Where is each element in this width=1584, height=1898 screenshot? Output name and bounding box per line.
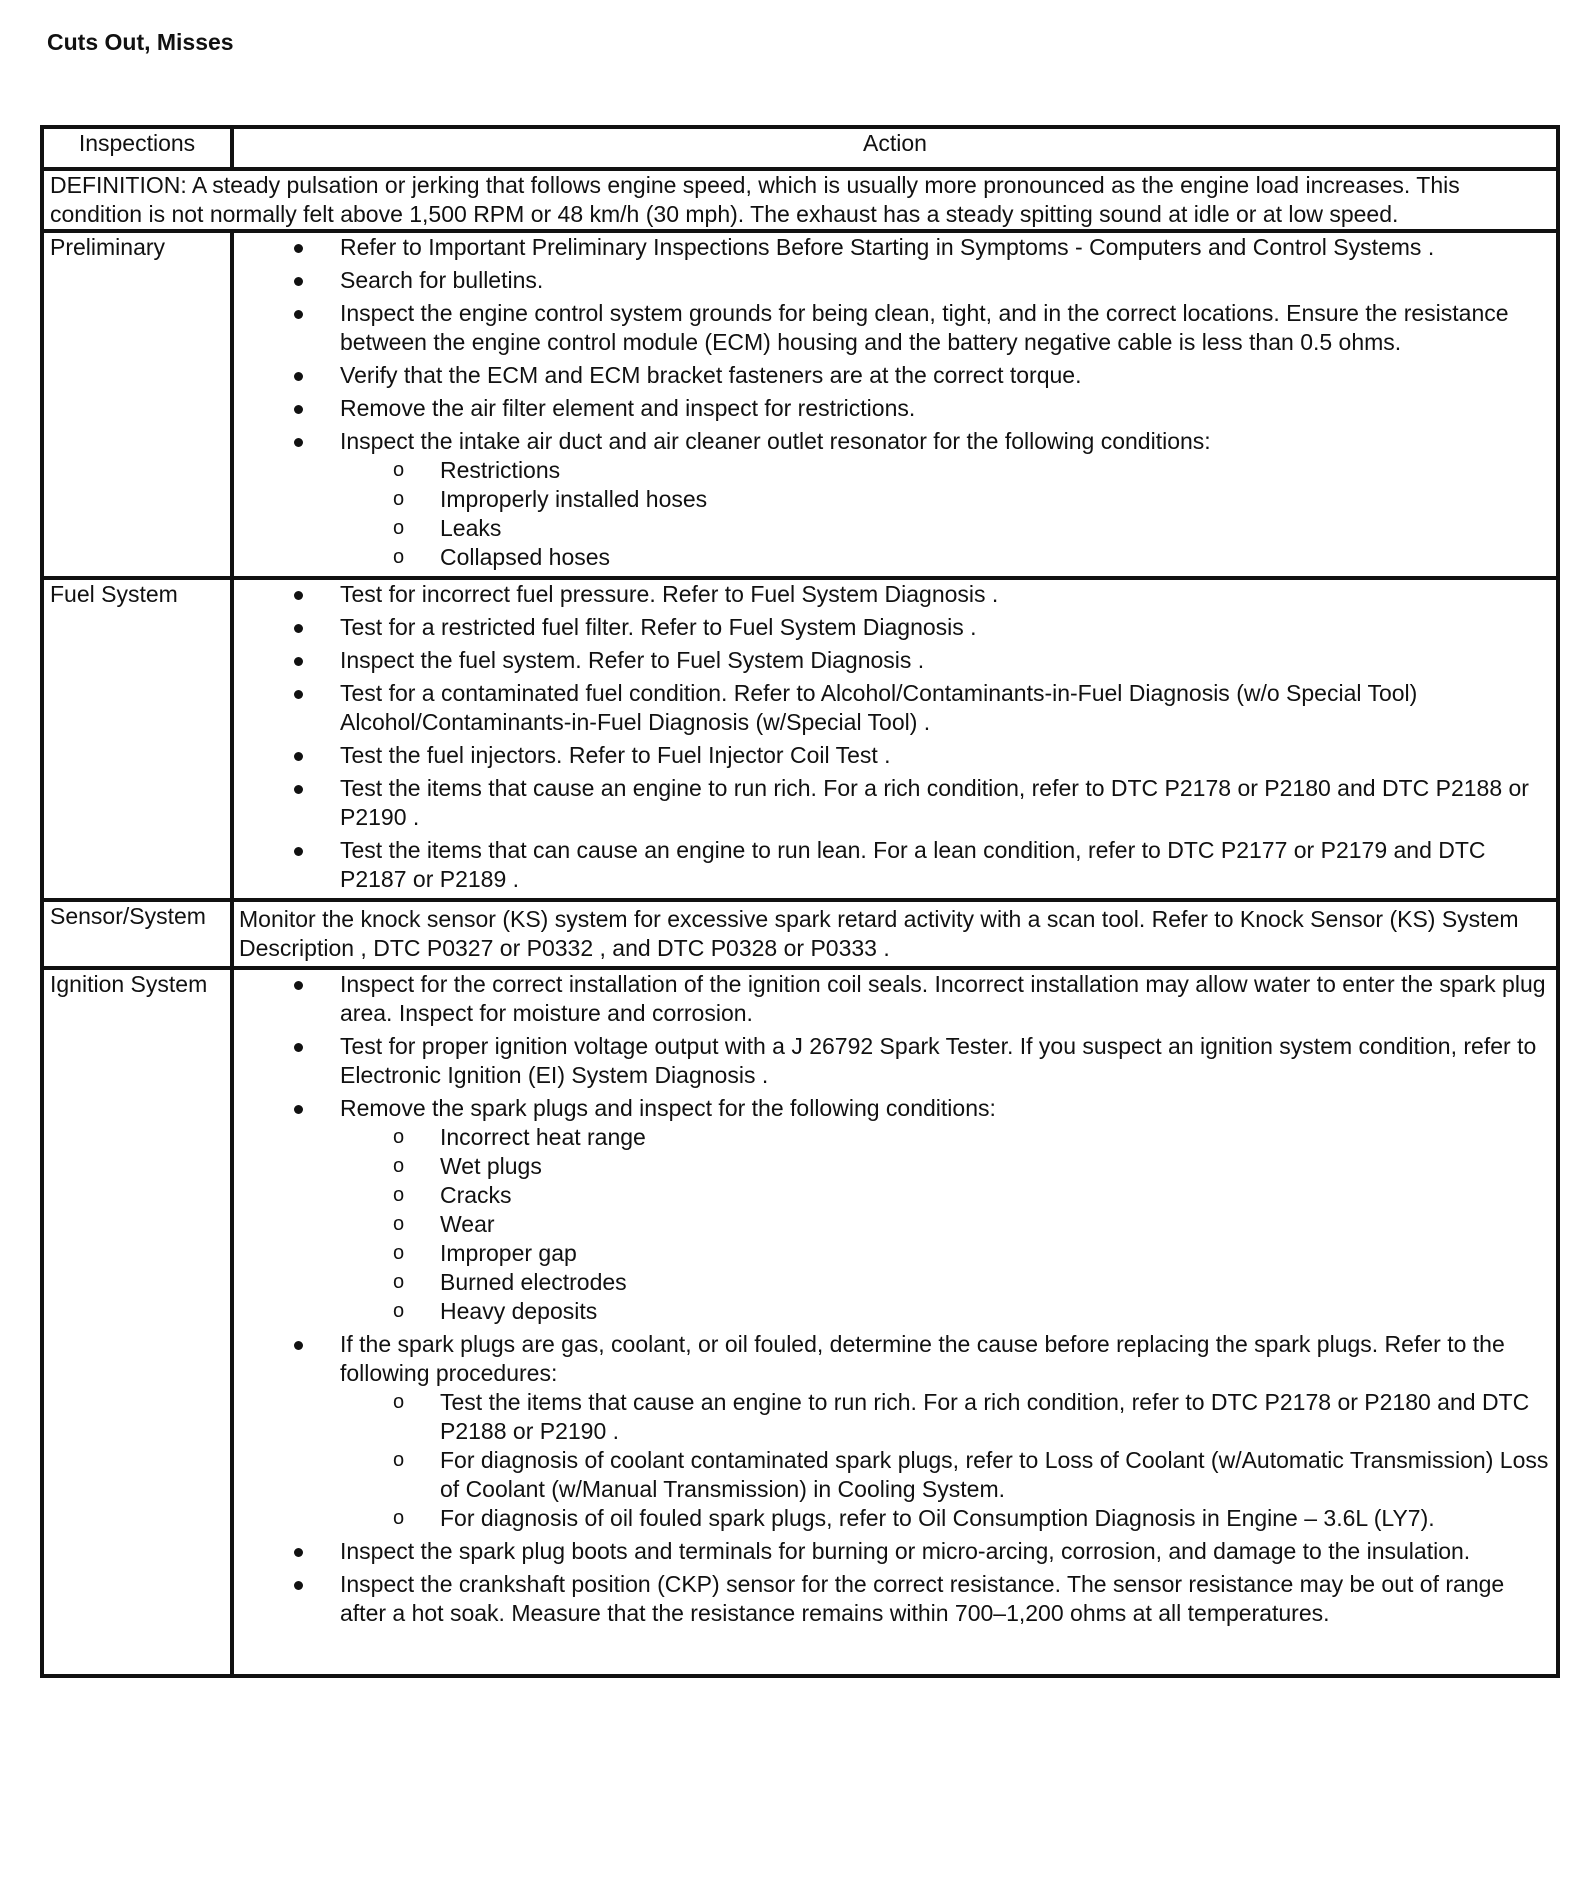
header-inspections: Inspections — [42, 127, 232, 169]
list-item-text: If the spark plugs are gas, coolant, or oil fouled, determine the cause before replacing the spark plugs. Refer to the following procedures: — [340, 1331, 1505, 1386]
sub-list-item: o Test the items that cause an engine to run rich. For a rich condition, refer to DTC P2178 or P2180 and DTC P2188 or P2190 . — [340, 1388, 1550, 1446]
page-title: Cuts Out, Misses — [47, 29, 234, 55]
list-item-text: Test for a contaminated fuel condition. Refer to Alcohol/Contaminants-in-Fuel Diagnosis (w/o Special Tool) Alcohol/Contaminants-in-Fuel Diagnosis (w/Special Tool) . — [340, 680, 1418, 735]
sub-list-item: o Improper gap — [340, 1239, 1550, 1268]
list-item — [240, 741, 1550, 770]
sub-list-item: o Improperly installed hoses — [340, 485, 1550, 514]
action-fuel-system — [232, 578, 1558, 900]
definition-text: DEFINITION: A steady pulsation or jerking that follows engine speed, which is usually more pronounced as the engine load increases. This condition is not normally felt above 1,500 RPM or 48 km/h (30 mph). The exhaust has a steady spitting sound at idle or at low speed. — [42, 169, 1558, 231]
diagnosis-table — [40, 125, 1560, 1678]
bullet-list — [240, 233, 1550, 572]
sub-list-item: o Wet plugs — [340, 1152, 1550, 1181]
list-item-text: Test for incorrect fuel pressure. Refer to Fuel System Diagnosis . — [340, 581, 999, 607]
list-item — [240, 1330, 1550, 1533]
sub-list-item: o For diagnosis of oil fouled spark plugs, refer to Oil Consumption Diagnosis in Engine – 3.6L (LY7). — [340, 1504, 1550, 1533]
sub-list — [340, 1123, 1550, 1326]
row-ignition-system — [42, 968, 1558, 1676]
sub-list-item: o Incorrect heat range — [340, 1123, 1550, 1152]
list-item-text: Refer to Important Preliminary Inspections Before Starting in Symptoms - Computers and Control Systems . — [340, 234, 1435, 260]
sub-list-item: o Heavy deposits — [340, 1297, 1550, 1326]
sub-list — [340, 456, 1550, 572]
list-item-text: Search for bulletins. — [340, 267, 544, 293]
sub-list-item: o Cracks — [340, 1181, 1550, 1210]
list-item — [240, 1094, 1550, 1326]
list-item — [240, 970, 1550, 1028]
sub-list-item: o Burned electrodes — [340, 1268, 1550, 1297]
list-item — [240, 613, 1550, 642]
header-row — [42, 127, 1558, 169]
list-item-text: Test for proper ignition voltage output with a J 26792 Spark Tester. If you suspect an ignition system condition, refer to Electronic Ignition (EI) System Diagnosis . — [340, 1033, 1537, 1088]
action-sensor-system: Monitor the knock sensor (KS) system for excessive spark retard activity with a scan tool. Refer to Knock Sensor (KS) System Description , DTC P0327 or P0332 , and DTC P0328 or P0333 . — [232, 900, 1558, 968]
sub-list-item: o Leaks — [340, 514, 1550, 543]
sub-list-item: o Collapsed hoses — [340, 543, 1550, 572]
category-ignition-system: Ignition System — [42, 968, 232, 1676]
list-item-text: Verify that the ECM and ECM bracket fasteners are at the correct torque. — [340, 362, 1082, 388]
list-item — [240, 646, 1550, 675]
row-sensor-system — [42, 900, 1558, 968]
list-item — [240, 1570, 1550, 1628]
list-item — [240, 361, 1550, 390]
list-item — [240, 580, 1550, 609]
list-item-text: Test the items that can cause an engine to run lean. For a lean condition, refer to DTC P2177 or P2179 and DTC P2187 or P2189 . — [340, 837, 1486, 892]
definition-row — [42, 169, 1558, 231]
list-item — [240, 774, 1550, 832]
list-item-text: Test the fuel injectors. Refer to Fuel Injector Coil Test . — [340, 742, 891, 768]
list-item-text: Inspect the spark plug boots and terminals for burning or micro-arcing, corrosion, and damage to the insulation. — [340, 1538, 1471, 1564]
list-item — [240, 394, 1550, 423]
list-item-text: Remove the air filter element and inspect for restrictions. — [340, 395, 916, 421]
list-item — [240, 1032, 1550, 1090]
list-item-text: Test the items that cause an engine to run rich. For a rich condition, refer to DTC P2178 or P2180 and DTC P2188 or P2190 . — [340, 775, 1529, 830]
action-ignition-system — [232, 968, 1558, 1676]
list-item-text: Inspect the intake air duct and air cleaner outlet resonator for the following conditions: — [340, 428, 1211, 454]
row-fuel-system — [42, 578, 1558, 900]
list-item — [240, 1537, 1550, 1566]
list-item — [240, 299, 1550, 357]
list-item — [240, 836, 1550, 894]
bullet-list — [240, 970, 1550, 1628]
list-item — [240, 266, 1550, 295]
list-item-text: Remove the spark plugs and inspect for the following conditions: — [340, 1095, 996, 1121]
sub-list-item: o For diagnosis of coolant contaminated spark plugs, refer to Loss of Coolant (w/Automatic Transmission) Loss of Coolant (w/Manual Transmission) in Cooling System. — [340, 1446, 1550, 1504]
header-action: Action — [232, 127, 1558, 169]
category-preliminary: Preliminary — [42, 231, 232, 578]
list-item — [240, 233, 1550, 262]
list-item — [240, 427, 1550, 572]
list-item-text: Inspect the crankshaft position (CKP) sensor for the correct resistance. The sensor resistance may be out of range after a hot soak. Measure that the resistance remains within 700–1,200 ohms at all temperatures. — [340, 1571, 1505, 1626]
list-item-text: Inspect the engine control system grounds for being clean, tight, and in the correct locations. Ensure the resistance between the engine control module (ECM) housing and the battery negative cable is less than 0.5 ohms. — [340, 300, 1509, 355]
category-fuel-system: Fuel System — [42, 578, 232, 900]
row-preliminary — [42, 231, 1558, 578]
category-sensor-system: Sensor/System — [42, 900, 232, 968]
sub-list — [340, 1388, 1550, 1533]
list-item-text: Test for a restricted fuel filter. Refer to Fuel System Diagnosis . — [340, 614, 977, 640]
list-item-text: Inspect for the correct installation of the ignition coil seals. Incorrect installation may allow water to enter the spark plug area. Inspect for moisture and corrosion. — [340, 971, 1546, 1026]
bullet-list — [240, 580, 1550, 894]
sub-list-item: o Restrictions — [340, 456, 1550, 485]
sub-list-item: o Wear — [340, 1210, 1550, 1239]
list-item-text: Inspect the fuel system. Refer to Fuel System Diagnosis . — [340, 647, 925, 673]
list-item — [240, 679, 1550, 737]
action-preliminary — [232, 231, 1558, 578]
